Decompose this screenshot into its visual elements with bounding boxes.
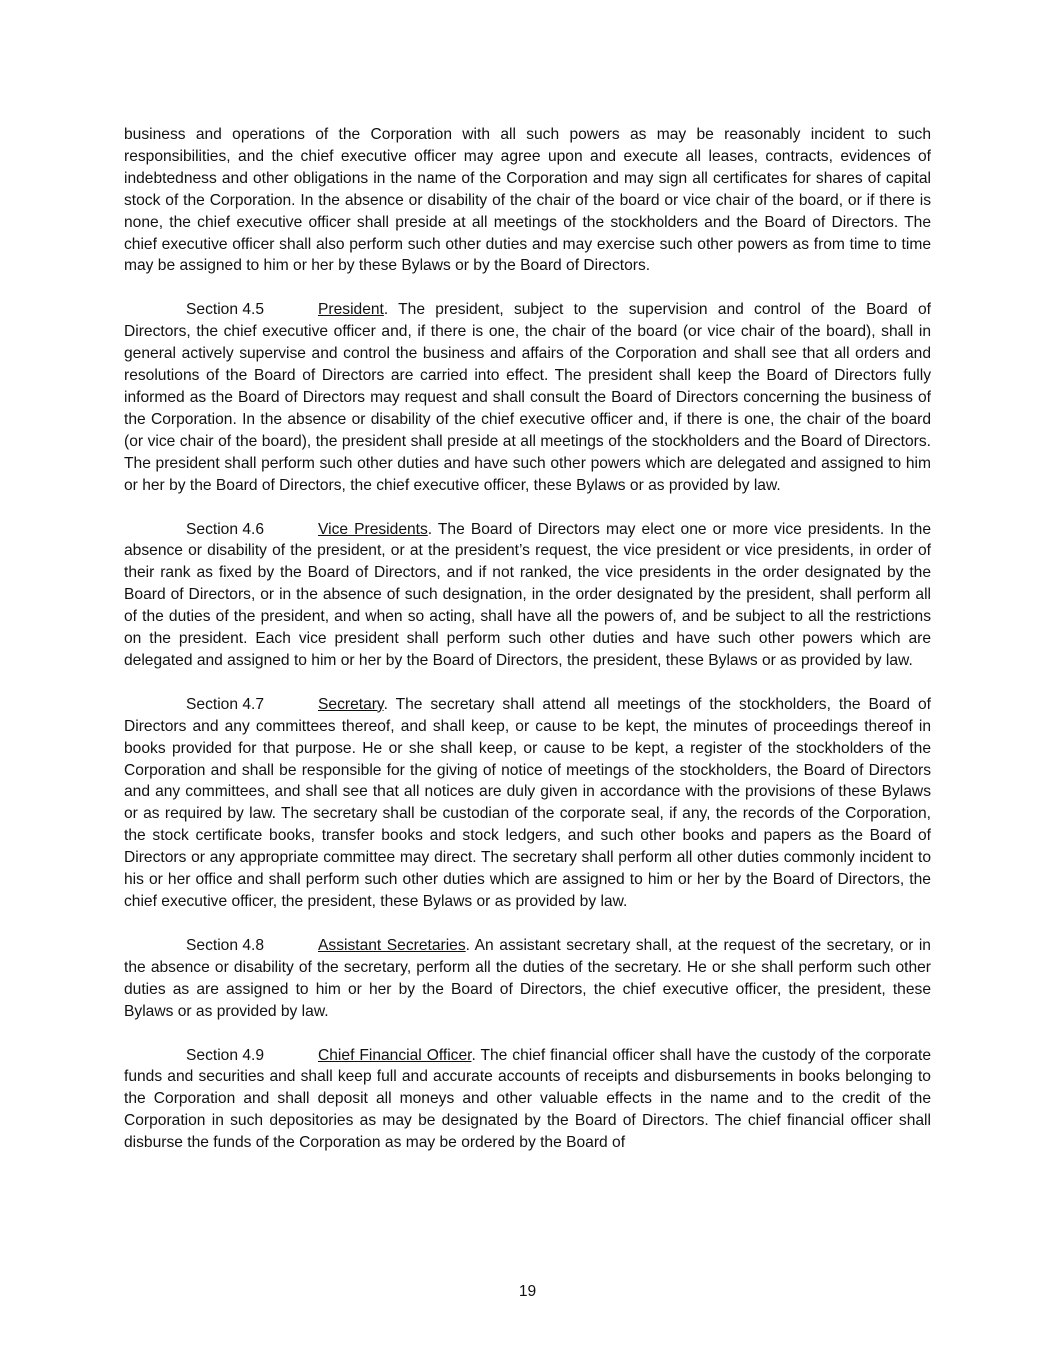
section-title: Chief Financial Officer bbox=[318, 1046, 472, 1064]
document-page bbox=[124, 124, 931, 1176]
section-title: Vice Presidents bbox=[318, 520, 428, 538]
section-number: Section 4.5 bbox=[186, 301, 265, 319]
section-number: Section 4.8 bbox=[186, 936, 265, 954]
section-body: . The Board of Directors may elect one or more vice presidents. In the absence or disability of the president, or at the president’s request, the vice president or vice presidents, in order of their rank as fixed by the Board of Directors, and if not ranked, the vice presidents in the order designated by the Board of Directors, or in the absence of such designation, in the order designated by the president, shall perform all of the duties of the president, and when so acting, shall have all the powers of, and be subject to all the restrictions on the president. Each vice president shall perform such other duties and have such other powers which are delegated and assigned to him or her by the Board of Directors, the president, these Bylaws or as provided by law. bbox=[124, 520, 931, 669]
page-number: 19 bbox=[518, 1283, 537, 1300]
section-number: Section 4.9 bbox=[186, 1046, 265, 1064]
section-body: . The secretary shall attend all meetings of the stockholders, the Board of Directors and any committees thereof, and shall keep, or cause to be kept, the minutes of proceedings thereof in books provided for that purpose. He or she shall keep, or cause to be kept, a register of the stockholders of the Corporation and shall be responsible for the giving of notice of meetings of the stockholders, the Board of Directors and any committees, and shall see that all notices are duly given in accordance with the provisions of these Bylaws or as required by law. The secretary shall be custodian of the corporate seal, if any, the records of the Corporation, the stock certificate books, transfer books and stock ledgers, and such other books and papers as the Board of Directors or any appropriate committee may direct. The secretary shall perform all other duties commonly incident to his or her office and shall perform such other duties which are assigned to him or her by the Board of Directors, the chief executive officer, the president, these Bylaws or as provided by law. bbox=[124, 695, 931, 910]
section-title: Assistant Secretaries bbox=[318, 936, 466, 954]
intro-paragraph: business and operations of the Corporation with all such powers as may be reasonably incident to such responsibilities, and the chief executive officer may agree upon and execute all leases, contracts, evidences of indebtedness and other obligations in the name of the Corporation and may sign all certificates for shares of capital stock of the Corporation. In the absence or disability of the chair of the board or vice chair of the board, or if there is none, the chief executive officer shall preside at all meetings of the stockholders and the Board of Directors. The chief executive officer shall also perform such other duties and may exercise such other powers as from time to time may be assigned to him or her by these Bylaws or by the Board of Directors. bbox=[124, 126, 931, 275]
section-body: . An assistant secretary shall, at the request of the secretary, or in the absence or disability of the secretary, perform all the duties of the secretary. He or she shall perform such other duties as are assigned to him or her by the Board of Directors, the chief executive officer, the president, these Bylaws or as provided by law. bbox=[124, 936, 931, 1020]
section-4-9 bbox=[124, 1045, 931, 1155]
section-number: Section 4.6 bbox=[186, 520, 265, 538]
section-4-6 bbox=[124, 519, 931, 672]
section-4-5 bbox=[124, 299, 931, 496]
section-number: Section 4.7 bbox=[186, 695, 265, 713]
section-4-8 bbox=[124, 935, 931, 1023]
section-4-7 bbox=[124, 694, 931, 913]
section-body: . The president, subject to the supervision and control of the Board of Directors, the chief executive officer and, if there is one, the chair of the board (or vice chair of the board), shall in general actively supervise and control the business and affairs of the Corporation and shall see that all orders and resolutions of the Board of Directors are carried into effect. The president shall keep the Board of Directors fully informed as the Board of Directors may request and shall consult the Board of Directors concerning the business of the Corporation. In the absence or disability of the chief executive officer and, if there is one, the chair of the board (or vice chair of the board), the president shall preside at all meetings of the stockholders and the Board of Directors. The president shall perform such other duties and have such other powers which are delegated and assigned to him or her by the Board of Directors, the chief executive officer, these Bylaws or as provided by law. bbox=[124, 301, 931, 494]
section-body: . The chief financial officer shall have the custody of the corporate funds and securities and shall keep full and accurate accounts of receipts and disbursements in books belonging to the Corporation and shall deposit all moneys and other valuable effects in the name and to the credit of the Corporation in such depositories as may be designated by the Board of Directors. The chief financial officer shall disburse the funds of the Corporation as may be ordered by the Board of bbox=[124, 1046, 931, 1152]
section-title: President bbox=[318, 301, 384, 319]
section-title: Secretary bbox=[318, 695, 384, 713]
